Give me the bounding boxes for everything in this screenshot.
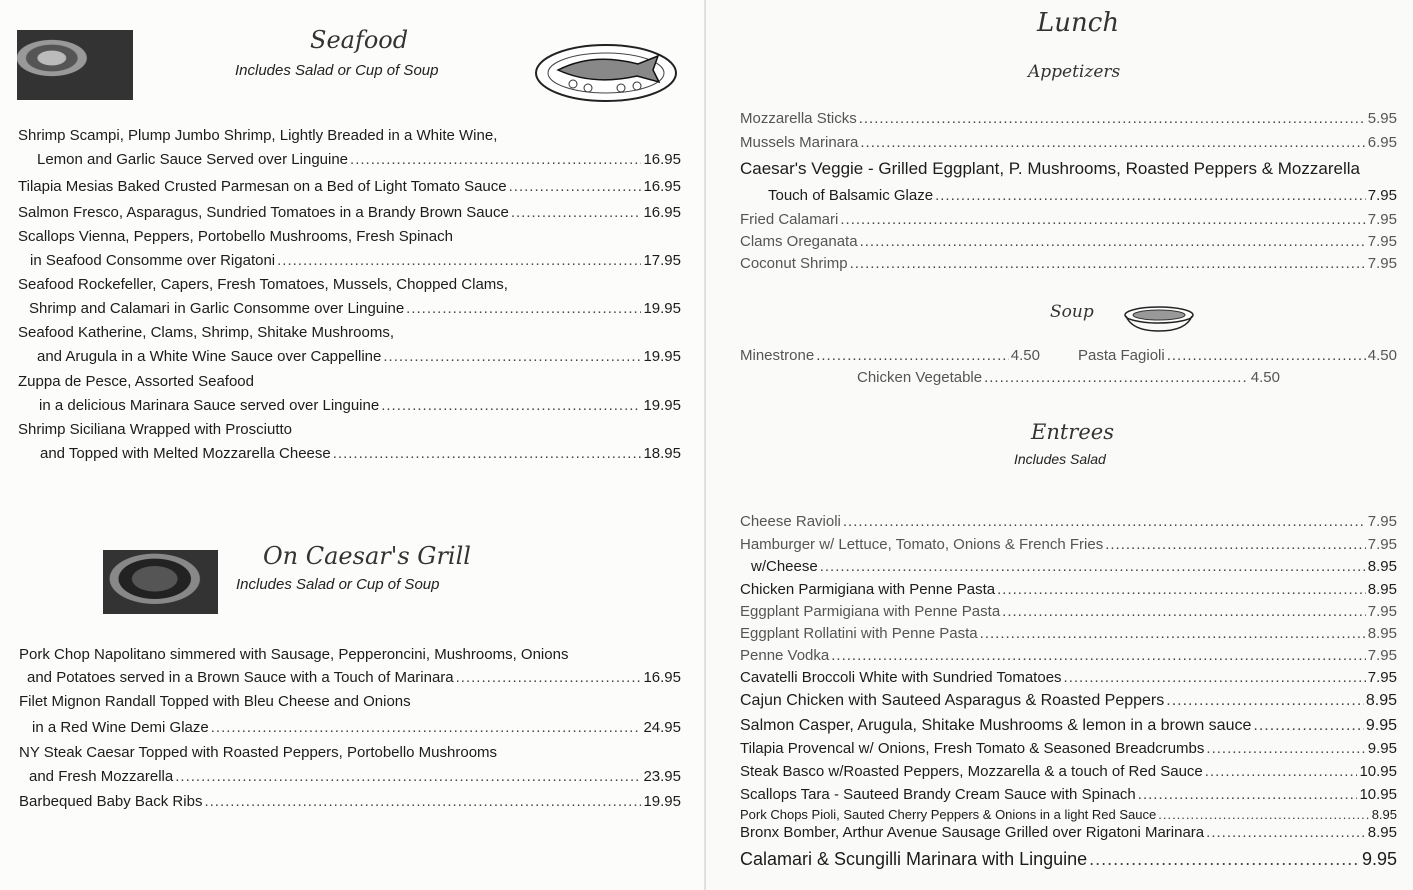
appetizer-item bbox=[740, 255, 1397, 272]
soup-item bbox=[857, 369, 1280, 386]
menu-item-name: Cajun Chicken with Sauteed Asparagus & Roasted Peppers bbox=[740, 692, 1165, 709]
menu-item-price: 9.95 bbox=[1367, 740, 1397, 757]
menu-item-price: 10.95 bbox=[1359, 786, 1397, 803]
appetizer-item bbox=[740, 110, 1397, 127]
seafood-photo bbox=[17, 30, 133, 100]
entree-item bbox=[740, 513, 1397, 530]
steak-photo bbox=[103, 550, 218, 614]
menu-item-price: 24.95 bbox=[643, 719, 681, 736]
menu-item-price: 7.95 bbox=[1367, 669, 1397, 686]
menu-item-name: w/Cheese bbox=[751, 558, 818, 575]
menu-item-name: Steak Basco w/Roasted Peppers, Mozzarella & a touch of Red Sauce bbox=[740, 763, 1203, 780]
menu-item-line: Pork Chop Napolitano simmered with Sausage, Pepperoncini, Mushrooms, Onions bbox=[19, 646, 569, 663]
menu-item-price: 16.95 bbox=[643, 669, 681, 686]
appetizer-item bbox=[740, 134, 1397, 151]
menu-item-name: Mozzarella Sticks bbox=[740, 110, 857, 127]
menu-item-name: Cheese Ravioli bbox=[740, 513, 841, 530]
menu-item-name: Mussels Marinara bbox=[740, 134, 859, 151]
menu-item-name: and Arugula in a White Wine Sauce over Cappelline bbox=[37, 348, 382, 365]
menu-item-name: Salmon Fresco, Asparagus, Sundried Tomatoes in a Brandy Brown Sauce bbox=[18, 204, 509, 221]
menu-item-name: and Topped with Melted Mozzarella Cheese bbox=[40, 445, 331, 462]
menu-item-price: 18.95 bbox=[643, 445, 681, 462]
entree-item bbox=[740, 669, 1397, 686]
lunch-title: Lunch bbox=[1037, 8, 1120, 38]
menu-item-name: Chicken Vegetable bbox=[857, 369, 983, 386]
menu-item-name: in a Red Wine Demi Glaze bbox=[32, 719, 209, 736]
menu-item-line: Seafood Katherine, Clams, Shrimp, Shitake Mushrooms, bbox=[18, 324, 395, 341]
menu-item-price: 19.95 bbox=[643, 300, 681, 317]
menu-item-line: Caesar's Veggie - Grilled Eggplant, P. Mushrooms, Roasted Peppers & Mozzarella bbox=[740, 159, 1360, 178]
menu-item-name: Touch of Balsamic Glaze bbox=[768, 187, 934, 204]
menu-item bbox=[37, 151, 681, 168]
entrees-subtitle: Includes Salad bbox=[1014, 451, 1106, 467]
soup-bowl-icon bbox=[1122, 305, 1196, 333]
menu-item-price: 23.95 bbox=[643, 768, 681, 785]
seafood-title: Seafood bbox=[310, 26, 409, 54]
menu-item-price: 4.50 bbox=[1250, 369, 1280, 386]
menu-item-name: Salmon Casper, Arugula, Shitake Mushrooms & lemon in a brown sauce bbox=[740, 717, 1252, 734]
menu-item-name: Eggplant Parmigiana with Penne Pasta bbox=[740, 603, 1001, 620]
menu-item-price: 9.95 bbox=[1361, 849, 1397, 869]
menu-item bbox=[29, 300, 681, 317]
menu-item-name: Tilapia Mesias Baked Crusted Parmesan on a Bed of Light Tomato Sauce bbox=[18, 178, 507, 195]
menu-item-name: in a delicious Marinara Sauce served over Linguine bbox=[39, 397, 380, 414]
entree-item bbox=[740, 807, 1397, 822]
entree-item bbox=[740, 603, 1397, 620]
menu-item-price: 6.95 bbox=[1367, 134, 1397, 151]
menu-item-price: 8.95 bbox=[1367, 558, 1397, 575]
menu-item-price: 19.95 bbox=[643, 397, 681, 414]
menu-item-price: 7.95 bbox=[1367, 513, 1397, 530]
entrees-title: Entrees bbox=[1031, 420, 1114, 444]
appetizer-item bbox=[740, 233, 1397, 250]
menu-item-name: Pork Chops Pioli, Sauted Cherry Peppers & Onions in a light Red Sauce bbox=[740, 807, 1157, 822]
menu-item-price: 4.50 bbox=[1010, 347, 1040, 364]
entree-item bbox=[740, 536, 1397, 553]
menu-item-name: Calamari & Scungilli Marinara with Linguine bbox=[740, 849, 1088, 869]
fish-plate-icon bbox=[533, 42, 679, 104]
menu-item bbox=[30, 252, 681, 269]
menu-item-name: and Fresh Mozzarella bbox=[29, 768, 174, 785]
menu-item-price: 16.95 bbox=[643, 151, 681, 168]
menu-item-price: 5.95 bbox=[1367, 110, 1397, 127]
menu-item-price: 9.95 bbox=[1365, 717, 1397, 734]
menu-item-line: NY Steak Caesar Topped with Roasted Peppers, Portobello Mushrooms bbox=[19, 744, 498, 761]
menu-item-line: Filet Mignon Randall Topped with Bleu Cheese and Onions bbox=[19, 693, 411, 710]
entree-item bbox=[740, 625, 1397, 642]
soup-title: Soup bbox=[1050, 302, 1094, 322]
menu-item-name: in Seafood Consomme over Rigatoni bbox=[30, 252, 276, 269]
entree-item bbox=[740, 763, 1397, 780]
menu-item-price: 10.95 bbox=[1359, 763, 1397, 780]
entree-item bbox=[740, 692, 1397, 710]
menu-item-price: 17.95 bbox=[643, 252, 681, 269]
menu-item-name: Hamburger w/ Lettuce, Tomato, Onions & French Fries bbox=[740, 536, 1104, 553]
menu-item-price: 19.95 bbox=[643, 793, 681, 810]
menu-item-name: Coconut Shrimp bbox=[740, 255, 848, 272]
seafood-subtitle: Includes Salad or Cup of Soup bbox=[235, 62, 439, 79]
menu-item bbox=[18, 204, 681, 221]
soup-item bbox=[1078, 347, 1397, 364]
menu-item-price: 16.95 bbox=[643, 178, 681, 195]
menu-item-name: Clams Oreganata bbox=[740, 233, 858, 250]
appetizers-title: Appetizers bbox=[1028, 62, 1121, 82]
entree-item bbox=[751, 558, 1397, 575]
menu-item-price: 7.95 bbox=[1367, 536, 1397, 553]
menu-item-price: 7.95 bbox=[1367, 211, 1397, 228]
menu-item-line: Shrimp Siciliana Wrapped with Prosciutto bbox=[18, 421, 293, 438]
menu-item-price: 8.95 bbox=[1365, 692, 1397, 709]
menu-item bbox=[19, 793, 681, 810]
menu-item-name: and Potatoes served in a Brown Sauce with a Touch of Marinara bbox=[27, 669, 454, 686]
menu-item-name: Eggplant Rollatini with Penne Pasta bbox=[740, 625, 978, 642]
menu-item-line: Seafood Rockefeller, Capers, Fresh Tomatoes, Mussels, Chopped Clams, bbox=[18, 276, 508, 293]
menu-item-name: Cavatelli Broccoli White with Sundried Tomatoes bbox=[740, 669, 1062, 686]
menu-item-price: 7.95 bbox=[1367, 603, 1397, 620]
menu-item bbox=[27, 669, 681, 686]
menu-item-price: 7.95 bbox=[1367, 255, 1397, 272]
menu-item bbox=[39, 397, 681, 414]
entree-item bbox=[740, 786, 1397, 803]
menu-item-price: 7.95 bbox=[1367, 187, 1397, 204]
menu-item-price: 8.95 bbox=[1367, 824, 1397, 841]
menu-item-name: Lemon and Garlic Sauce Served over Linguine bbox=[37, 151, 349, 168]
left-menu-page bbox=[0, 0, 706, 890]
menu-item-price: 8.95 bbox=[1371, 807, 1397, 822]
appetizer-item bbox=[768, 187, 1397, 204]
menu-item-line: Zuppa de Pesce, Assorted Seafood bbox=[18, 373, 254, 390]
entree-item bbox=[740, 824, 1397, 841]
menu-item-price: 4.50 bbox=[1367, 347, 1397, 364]
entree-item bbox=[740, 740, 1397, 757]
menu-item-price: 16.95 bbox=[643, 204, 681, 221]
menu-item-price: 8.95 bbox=[1367, 581, 1397, 598]
menu-item bbox=[32, 719, 681, 736]
entree-item bbox=[740, 581, 1397, 598]
menu-item bbox=[40, 445, 681, 462]
menu-item bbox=[37, 348, 681, 365]
entree-item bbox=[740, 849, 1397, 870]
menu-item bbox=[29, 768, 681, 785]
menu-item-name: Penne Vodka bbox=[740, 647, 830, 664]
menu-item bbox=[18, 178, 681, 195]
soup-item bbox=[740, 347, 1040, 364]
menu-item-price: 8.95 bbox=[1367, 625, 1397, 642]
menu-item-name: Shrimp and Calamari in Garlic Consomme over Linguine bbox=[29, 300, 405, 317]
menu-item-name: Minestrone bbox=[740, 347, 815, 364]
grill-subtitle: Includes Salad or Cup of Soup bbox=[236, 576, 440, 593]
menu-item-line: Scallops Vienna, Peppers, Portobello Mushrooms, Fresh Spinach bbox=[18, 228, 453, 245]
menu-item-name: Scallops Tara - Sauteed Brandy Cream Sauce with Spinach bbox=[740, 786, 1136, 803]
menu-item-line: Shrimp Scampi, Plump Jumbo Shrimp, Lightly Breaded in a White Wine, bbox=[18, 127, 498, 144]
entree-item bbox=[740, 717, 1397, 735]
menu-item-price: 19.95 bbox=[643, 348, 681, 365]
menu-item-name: Pasta Fagioli bbox=[1078, 347, 1165, 364]
menu-item-name: Bronx Bomber, Arthur Avenue Sausage Grilled over Rigatoni Marinara bbox=[740, 824, 1205, 841]
menu-item-name: Fried Calamari bbox=[740, 211, 839, 228]
entree-item bbox=[740, 647, 1397, 664]
menu-item-name: Barbequed Baby Back Ribs bbox=[19, 793, 203, 810]
menu-item-name: Tilapia Provencal w/ Onions, Fresh Tomato & Seasoned Breadcrumbs bbox=[740, 740, 1205, 757]
grill-title: On Caesar's Grill bbox=[263, 542, 471, 570]
menu-item-name: Chicken Parmigiana with Penne Pasta bbox=[740, 581, 996, 598]
appetizer-item bbox=[740, 211, 1397, 228]
menu-item-price: 7.95 bbox=[1367, 647, 1397, 664]
menu-item-price: 7.95 bbox=[1367, 233, 1397, 250]
